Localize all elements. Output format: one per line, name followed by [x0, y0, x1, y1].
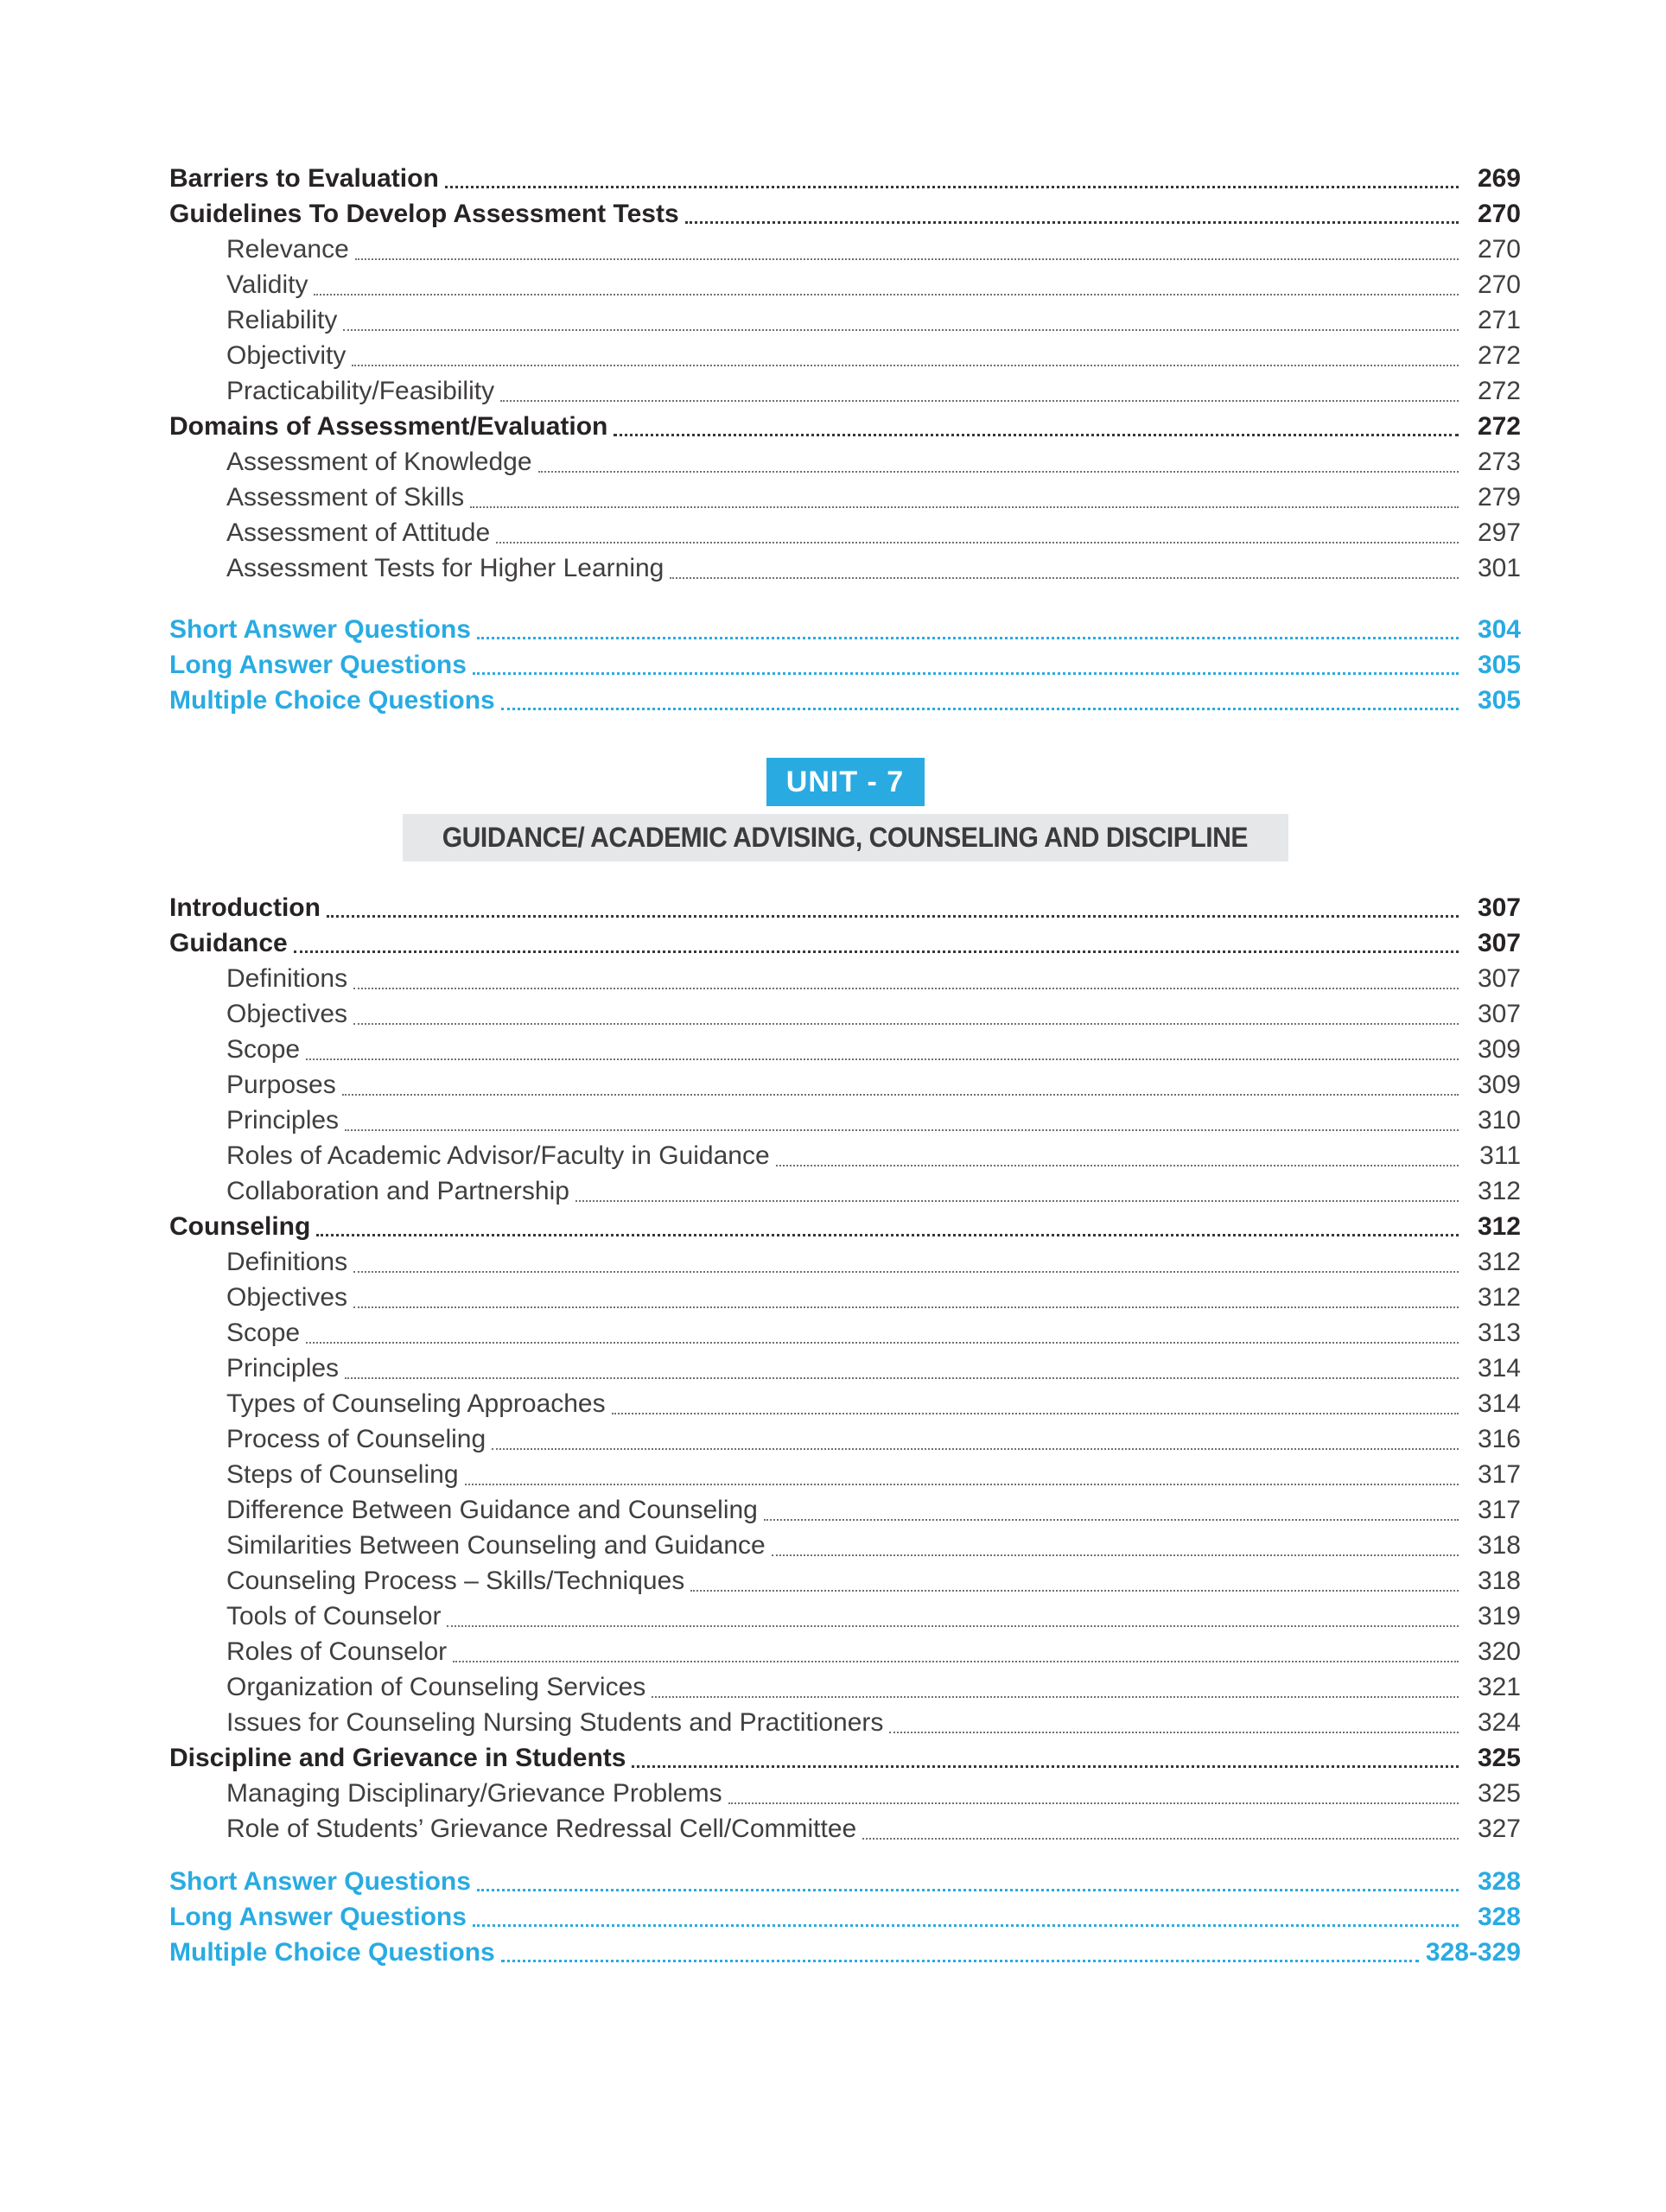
toc-entry-page: 314 — [1477, 1389, 1521, 1418]
toc-entry — [169, 1935, 1521, 1970]
toc-entry-page: 301 — [1477, 554, 1521, 582]
toc-entry-page: 328 — [1477, 1903, 1521, 1931]
dot-leader — [314, 294, 1459, 296]
dot-leader — [345, 1129, 1459, 1131]
toc-entry-page: 311 — [1479, 1141, 1521, 1170]
toc-entry-label: Multiple Choice Questions — [169, 686, 495, 715]
toc-entry-label: Definitions — [226, 1248, 348, 1276]
dot-leader — [652, 1696, 1459, 1698]
toc-entry — [169, 161, 1521, 196]
toc-entry-label: Assessment of Attitude — [226, 518, 491, 547]
dot-leader — [670, 577, 1459, 579]
toc-entry-page: 327 — [1477, 1815, 1521, 1843]
toc-entry-label: Organization of Counseling Services — [226, 1673, 646, 1701]
toc-entry — [169, 1492, 1521, 1528]
dot-leader — [776, 1165, 1459, 1166]
toc-entry-page: 325 — [1477, 1744, 1521, 1772]
toc-entry-page: 307 — [1477, 964, 1521, 993]
toc-entry — [169, 1705, 1521, 1740]
toc-entry-label: Relevance — [226, 235, 349, 264]
toc-entry — [169, 1209, 1521, 1244]
toc-entry — [169, 1740, 1521, 1776]
dot-leader — [465, 1484, 1459, 1485]
toc-entry-page: 316 — [1477, 1425, 1521, 1453]
toc-entry — [169, 1315, 1521, 1351]
toc-entry-label: Roles of Academic Advisor/Faculty in Guidance — [226, 1141, 770, 1170]
dot-leader — [353, 1271, 1459, 1273]
unit-badge — [766, 758, 925, 806]
toc-entry — [169, 1103, 1521, 1138]
toc-entry-label: Principles — [226, 1106, 340, 1135]
toc-entry-page: 307 — [1477, 1000, 1521, 1028]
toc-section-evaluation — [169, 161, 1521, 718]
toc-entry-label: Steps of Counseling — [226, 1460, 459, 1489]
toc-entry-page: 321 — [1477, 1673, 1521, 1701]
toc-entry — [169, 1138, 1521, 1173]
toc-entry-page: 313 — [1477, 1319, 1521, 1347]
dot-leader — [632, 1765, 1459, 1768]
toc-entry-label: Domains of Assessment/Evaluation — [169, 412, 608, 441]
dot-leader — [473, 1924, 1459, 1927]
toc-entry-page: 305 — [1477, 651, 1521, 679]
toc-entry — [169, 1244, 1521, 1280]
toc-entry-page: 317 — [1477, 1460, 1521, 1489]
toc-entry — [169, 1864, 1521, 1899]
toc-entry-page: 270 — [1477, 270, 1521, 299]
toc-entry-label: Issues for Counseling Nursing Students and Practitioners — [226, 1708, 884, 1737]
dot-leader — [690, 1590, 1459, 1592]
toc-entry — [169, 996, 1521, 1032]
toc-entry — [169, 1032, 1521, 1067]
toc-entry-page: 271 — [1477, 306, 1521, 334]
toc-entry — [169, 925, 1521, 961]
toc-entry-page: 309 — [1477, 1071, 1521, 1099]
toc-entry — [169, 1457, 1521, 1492]
toc-entry — [169, 1669, 1521, 1705]
dot-leader — [353, 1023, 1459, 1025]
toc-entry-page: 325 — [1477, 1779, 1521, 1808]
toc-entry — [169, 1386, 1521, 1421]
toc-entry-label: Assessment Tests for Higher Learning — [226, 554, 664, 582]
dot-leader — [614, 434, 1459, 436]
toc-entry-label: Scope — [226, 1035, 301, 1064]
toc-entry-label: Objectivity — [226, 341, 347, 370]
toc-entry — [169, 683, 1521, 718]
dot-leader — [453, 1661, 1459, 1662]
unit-title: GUIDANCE/ ACADEMIC ADVISING, COUNSELING AND DISCIPLINE — [442, 822, 1249, 853]
toc-entry-label: Process of Counseling — [226, 1425, 486, 1453]
toc-entry-label: Introduction — [169, 893, 321, 922]
toc-entry-page: 272 — [1477, 341, 1521, 370]
toc-entry-label: Short Answer Questions — [169, 615, 471, 644]
dot-leader — [306, 1342, 1459, 1344]
toc-entry-label: Purposes — [226, 1071, 336, 1099]
toc-entry — [169, 647, 1521, 683]
toc-entry-page: 312 — [1477, 1283, 1521, 1312]
toc-entry — [169, 1067, 1521, 1103]
toc-entry-page: 314 — [1477, 1354, 1521, 1382]
dot-leader — [445, 186, 1459, 188]
toc-entry-label: Role of Students’ Grievance Redressal Cell/Committee — [226, 1815, 857, 1843]
toc-entry-label: Assessment of Skills — [226, 483, 465, 512]
dot-leader — [342, 1094, 1459, 1096]
toc-entry-label: Barriers to Evaluation — [169, 164, 439, 193]
toc-entry — [169, 1599, 1521, 1634]
toc-entry-page: 319 — [1477, 1602, 1521, 1630]
dot-leader — [353, 988, 1459, 989]
dot-leader — [355, 258, 1459, 260]
dot-leader — [294, 950, 1459, 953]
dot-leader — [477, 637, 1459, 639]
toc-entry-label: Guidance — [169, 929, 288, 957]
dot-leader — [685, 221, 1459, 224]
unit-badge-label: UNIT - 7 — [785, 765, 905, 798]
toc-entry-page: 273 — [1477, 448, 1521, 476]
toc-entry-label: Practicability/Feasibility — [226, 377, 495, 405]
toc-entry-label: Similarities Between Counseling and Guidance — [226, 1531, 766, 1560]
toc-entry — [169, 515, 1521, 550]
toc-entry-label: Multiple Choice Questions — [169, 1938, 495, 1967]
toc-entry-page: 279 — [1477, 483, 1521, 512]
dot-leader — [772, 1554, 1459, 1556]
toc-entry — [169, 890, 1521, 925]
dot-leader — [538, 471, 1459, 473]
toc-entry-label: Counseling — [169, 1212, 311, 1241]
toc-entry-label: Scope — [226, 1319, 301, 1347]
toc-entry-page: 270 — [1477, 235, 1521, 264]
toc-entry-page: 270 — [1477, 200, 1521, 228]
toc-entry-label: Definitions — [226, 964, 348, 993]
toc-entry-page: 269 — [1477, 164, 1521, 193]
toc-entry-label: Assessment of Knowledge — [226, 448, 532, 476]
toc-entry-label: Tools of Counselor — [226, 1602, 442, 1630]
toc-entry-label: Counseling Process – Skills/Techniques — [226, 1567, 685, 1595]
toc-entry — [169, 1351, 1521, 1386]
toc-entry-label: Reliability — [226, 306, 338, 334]
dot-leader — [496, 542, 1459, 543]
toc-entry-label: Objectives — [226, 1283, 348, 1312]
toc-entry — [169, 961, 1521, 996]
dot-leader — [470, 506, 1459, 508]
toc-entry-page: 297 — [1477, 518, 1521, 547]
toc-entry — [169, 480, 1521, 515]
toc-entry — [169, 409, 1521, 444]
toc-entry-page: 309 — [1477, 1035, 1521, 1064]
toc-entry — [169, 1811, 1521, 1847]
toc-entry-label: Roles of Counselor — [226, 1637, 448, 1666]
toc-entry — [169, 338, 1521, 373]
toc-entry — [169, 1528, 1521, 1563]
dot-leader — [501, 708, 1459, 710]
toc-entry — [169, 612, 1521, 647]
toc-entry-label: Collaboration and Partnership — [226, 1177, 569, 1205]
dot-leader — [612, 1413, 1459, 1414]
toc-entry-page: 304 — [1477, 615, 1521, 644]
toc-entry-page: 312 — [1477, 1177, 1521, 1205]
dot-leader — [764, 1519, 1459, 1521]
toc-section-guidance — [169, 890, 1521, 1970]
toc-entry — [169, 1280, 1521, 1315]
toc-entry-label: Types of Counseling Approaches — [226, 1389, 606, 1418]
toc-entry-page: 312 — [1477, 1212, 1521, 1241]
toc-entry-label: Difference Between Guidance and Counseling — [226, 1496, 758, 1524]
dot-leader — [500, 400, 1459, 402]
toc-entry-label: Discipline and Grievance in Students — [169, 1744, 626, 1772]
toc-entry-label: Guidelines To Develop Assessment Tests — [169, 200, 679, 228]
toc-entry-page: 272 — [1477, 377, 1521, 405]
dot-leader — [575, 1200, 1459, 1202]
dot-leader — [492, 1448, 1459, 1450]
toc-entry-page: 272 — [1477, 412, 1521, 441]
toc-entry-page: 312 — [1477, 1248, 1521, 1276]
dot-leader — [316, 1234, 1459, 1236]
toc-entry-label: Validity — [226, 270, 308, 299]
toc-entry-page: 310 — [1477, 1106, 1521, 1135]
toc-entry-label: Principles — [226, 1354, 340, 1382]
table-of-contents — [169, 161, 1521, 1970]
dot-leader — [447, 1625, 1459, 1627]
dot-leader — [862, 1838, 1459, 1840]
toc-entry-label: Objectives — [226, 1000, 348, 1028]
toc-entry — [169, 1421, 1521, 1457]
toc-entry — [169, 267, 1521, 302]
dot-leader — [501, 1960, 1419, 1962]
toc-entry — [169, 444, 1521, 480]
dot-leader — [889, 1732, 1459, 1733]
dot-leader — [473, 672, 1459, 675]
dot-leader — [353, 1306, 1459, 1308]
dot-leader — [327, 915, 1459, 918]
toc-entry — [169, 302, 1521, 338]
toc-entry — [169, 232, 1521, 267]
dot-leader — [728, 1802, 1459, 1804]
toc-entry-page: 317 — [1477, 1496, 1521, 1524]
toc-entry-page: 324 — [1477, 1708, 1521, 1737]
toc-entry — [169, 196, 1521, 232]
dot-leader — [343, 329, 1459, 331]
toc-entry-label: Short Answer Questions — [169, 1867, 471, 1896]
toc-entry-page: 305 — [1477, 686, 1521, 715]
dot-leader — [306, 1058, 1459, 1060]
dot-leader — [345, 1377, 1459, 1379]
toc-entry — [169, 1776, 1521, 1811]
toc-entry — [169, 1563, 1521, 1599]
toc-entry-page: 328-329 — [1425, 1938, 1521, 1967]
toc-entry — [169, 1173, 1521, 1209]
toc-entry — [169, 550, 1521, 586]
toc-entry — [169, 373, 1521, 409]
toc-entry-page: 328 — [1477, 1867, 1521, 1896]
toc-entry-label: Long Answer Questions — [169, 1903, 467, 1931]
toc-entry-label: Long Answer Questions — [169, 651, 467, 679]
toc-entry-page: 318 — [1477, 1531, 1521, 1560]
dot-leader — [352, 365, 1459, 366]
toc-entry-page: 307 — [1477, 929, 1521, 957]
toc-entry-page: 318 — [1477, 1567, 1521, 1595]
toc-entry-label: Managing Disciplinary/Grievance Problems — [226, 1779, 722, 1808]
toc-entry-page: 307 — [1477, 893, 1521, 922]
toc-entry — [169, 1634, 1521, 1669]
toc-entry-page: 320 — [1477, 1637, 1521, 1666]
unit-title-bar — [403, 814, 1288, 861]
dot-leader — [477, 1889, 1459, 1891]
toc-entry — [169, 1899, 1521, 1935]
